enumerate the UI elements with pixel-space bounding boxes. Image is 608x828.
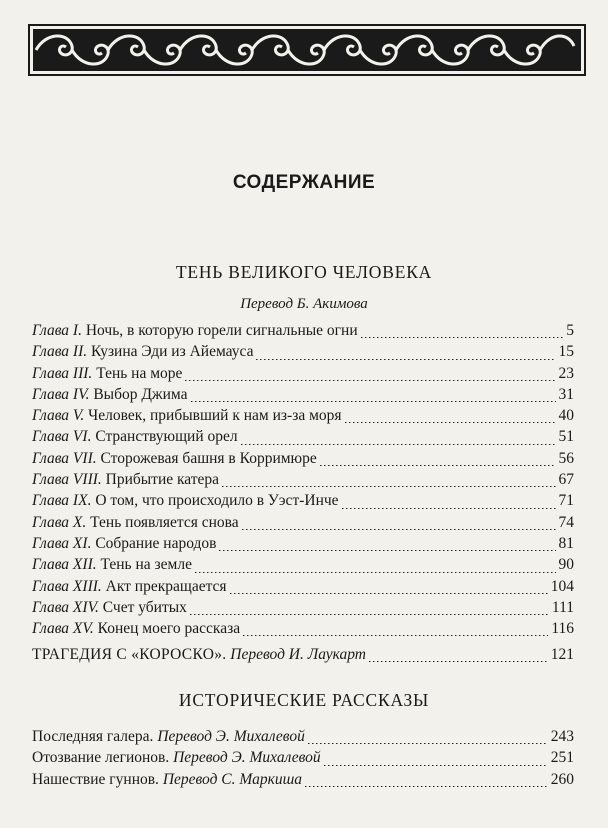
page-number: 56 [558, 449, 574, 467]
chapter-number: Глава IV. [32, 385, 90, 403]
toc-row-chapter-10[interactable] [32, 514, 574, 535]
toc-row-chapter-5[interactable] [32, 407, 574, 428]
toc-row-chapter-7[interactable] [32, 450, 574, 471]
chapter-number: Глава XIV. [32, 598, 99, 616]
dot-leader [256, 359, 555, 360]
toc-row-tragedy[interactable] [32, 646, 574, 667]
chapter-number: Глава V. [32, 407, 85, 425]
chapter-list [32, 322, 574, 641]
dot-leader [320, 465, 556, 466]
toc-row-chapter-8[interactable] [32, 471, 574, 492]
toc-row-chapter-12[interactable] [32, 556, 574, 577]
toc-row-chapter-15[interactable] [32, 620, 574, 641]
page-number: 40 [558, 407, 574, 425]
chapter-number: Глава II. [32, 343, 88, 361]
dot-leader [222, 486, 555, 487]
chapter-title: Странствующий орел [95, 428, 238, 446]
page-number: 260 [550, 770, 574, 788]
toc-row-story-2[interactable] [32, 749, 574, 770]
dot-leader [190, 614, 549, 615]
page-number: 23 [558, 364, 574, 382]
chapter-number: Глава VII. [32, 449, 97, 467]
tragedy-entry [32, 646, 574, 667]
toc-row-chapter-1[interactable] [32, 322, 574, 343]
chapter-number: Глава XIII. [32, 577, 102, 595]
page-number: 90 [558, 556, 574, 574]
chapter-number: Глава VIII. [32, 471, 102, 489]
section-translator: Перевод Б. Акимова [240, 296, 368, 312]
page-number: 243 [550, 728, 574, 745]
page-number: 251 [550, 749, 574, 767]
toc-row-chapter-14[interactable] [32, 599, 574, 620]
work-title: ТРАГЕДИЯ С «КОРОСКО». [32, 646, 227, 663]
decorative-header-ornament [28, 24, 586, 76]
story-list [32, 728, 574, 792]
chapter-number: Глава III. [32, 364, 93, 382]
chapter-title: Прибытие катера [105, 471, 220, 489]
page-number: 121 [550, 646, 574, 663]
story-translator: Перевод С. Маркиша [162, 770, 303, 788]
section-title-shadow: ТЕНЬ ВЕЛИКОГО ЧЕЛОВЕКА [175, 262, 433, 282]
page-number: 116 [551, 620, 574, 638]
page-number: 67 [558, 471, 574, 489]
chapter-number: Глава XII. [32, 556, 97, 574]
dot-leader [230, 593, 548, 594]
dot-leader [185, 380, 555, 381]
page-number: 74 [558, 513, 574, 531]
chapter-title: Тень появляется снова [90, 513, 239, 531]
dot-leader [195, 572, 556, 573]
toc-row-story-3[interactable] [32, 771, 574, 792]
chapter-number: Глава I. [32, 322, 82, 339]
toc-row-story-1[interactable] [32, 728, 574, 749]
chapter-title: Кузина Эди из Айемауса [91, 343, 254, 361]
chapter-title: Счет убитых [102, 598, 187, 616]
chapter-title: Тень на море [96, 364, 183, 382]
toc-row-chapter-3[interactable] [32, 365, 574, 386]
story-title: Последняя галера. [32, 728, 154, 745]
page-number: 15 [558, 343, 574, 361]
chapter-title: Тень на земле [100, 556, 192, 574]
chapter-title: Акт прекращается [105, 577, 227, 595]
chapter-title: Конец моего рассказа [97, 620, 241, 638]
story-translator: Перевод Э. Михалевой [157, 728, 305, 745]
dot-leader [361, 337, 564, 338]
page-number: 5 [566, 322, 574, 339]
story-translator: Перевод Э. Михалевой [173, 749, 321, 767]
chapter-title: Собрание народов [95, 534, 217, 552]
chapter-number: Глава IX. [32, 492, 92, 510]
dot-leader [242, 529, 556, 530]
toc-row-chapter-4[interactable] [32, 386, 574, 407]
toc-row-chapter-2[interactable] [32, 343, 574, 364]
story-title: Нашествие гуннов. [32, 770, 159, 788]
dot-leader [241, 444, 556, 445]
toc-row-chapter-11[interactable] [32, 535, 574, 556]
page-number: 71 [558, 492, 574, 510]
dot-leader [345, 422, 556, 423]
chapter-number: Глава XI. [32, 534, 92, 552]
toc-row-chapter-9[interactable] [32, 492, 574, 513]
dot-leader [243, 635, 548, 636]
section-title-historical: ИСТОРИЧЕСКИЕ РАССКАЗЫ [178, 690, 430, 710]
chapter-number: Глава VI. [32, 428, 92, 446]
chapter-number: Глава X. [32, 513, 87, 531]
page-number: 104 [550, 577, 574, 595]
chapter-title: Человек, прибывший к нам из-за моря [88, 407, 342, 425]
contents-title: СОДЕРЖАНИЕ [232, 172, 376, 193]
page-number: 51 [558, 428, 574, 446]
chapter-title: О том, что происходило в Уэст-Инче [95, 492, 339, 510]
chapter-title: Сторожевая башня в Корримюре [100, 449, 317, 467]
page-number: 111 [551, 598, 574, 616]
work-translator: Перевод И. Лаукарт [230, 646, 367, 663]
dot-leader [342, 508, 556, 509]
dot-leader [219, 550, 555, 551]
page-number: 31 [558, 385, 574, 403]
dot-leader [191, 401, 556, 402]
dot-leader [324, 765, 548, 766]
dot-leader [308, 743, 548, 744]
chapter-title: Ночь, в которую горели сигнальные огни [85, 322, 358, 339]
page-number: 81 [558, 534, 574, 552]
chapter-title: Выбор Джима [93, 385, 188, 403]
toc-row-chapter-6[interactable] [32, 428, 574, 449]
dot-leader [369, 661, 548, 662]
story-title: Отозвание легионов. [32, 749, 170, 767]
chapter-number: Глава XV. [32, 620, 94, 638]
toc-row-chapter-13[interactable] [32, 578, 574, 599]
dot-leader [305, 786, 548, 787]
